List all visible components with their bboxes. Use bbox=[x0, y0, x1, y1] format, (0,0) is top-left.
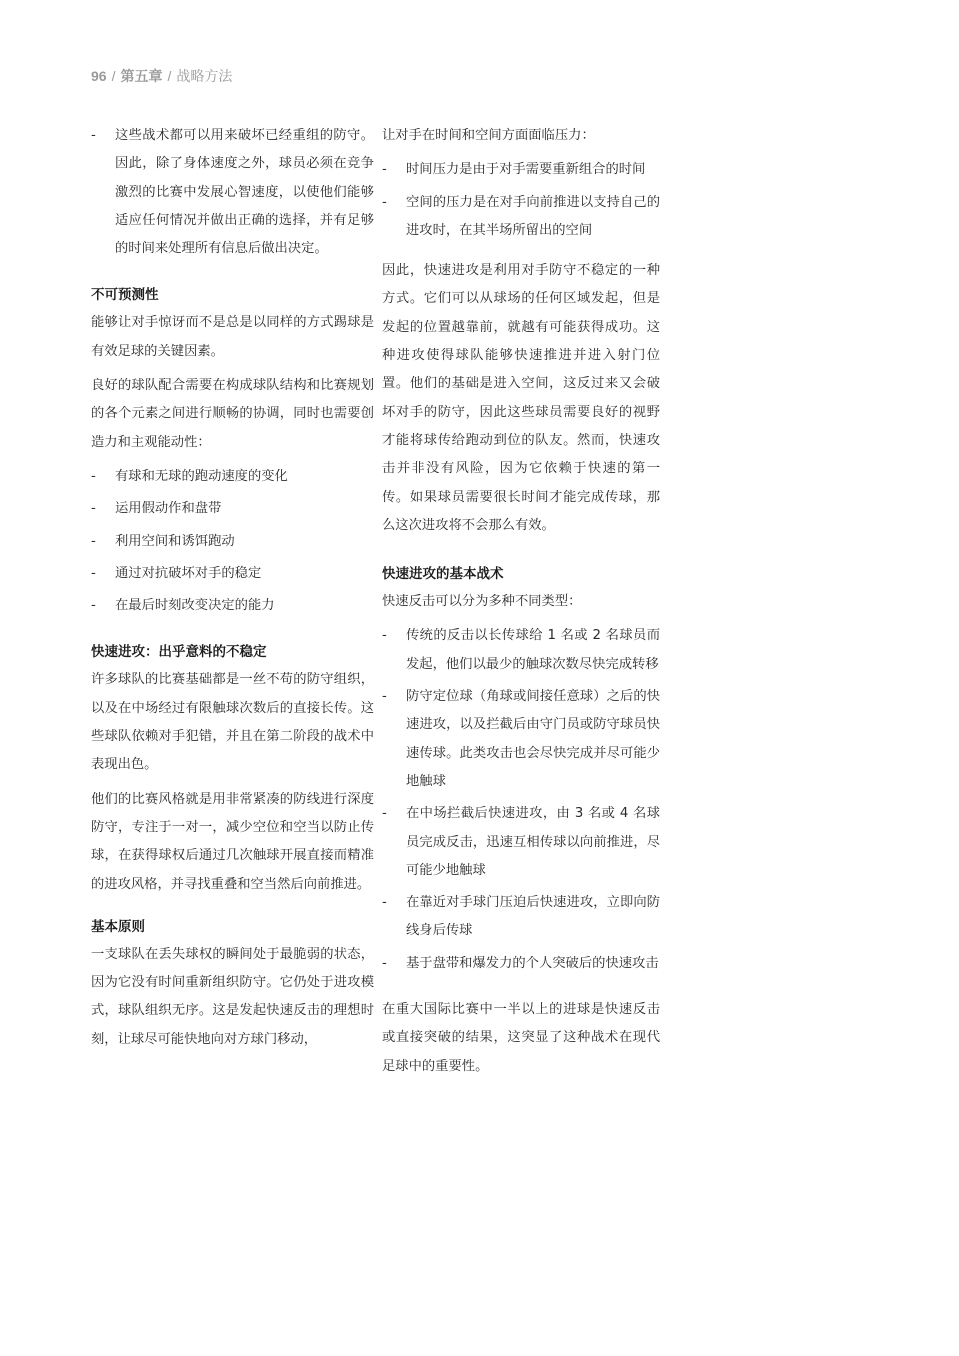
pressure-list bbox=[382, 156, 660, 245]
paragraph: 他们的比赛风格就是用非常紧凑的防线进行深度防守，专注于一对一，减少空位和空当以防止传球，在获得球权后通过几次触球开展直接而精准的进攻风格，并寻找重叠和空当然后向前推进。 bbox=[91, 791, 374, 892]
paragraph: 在重大国际比赛中一半以上的进球是快速反击或直接突破的结果，这突显了这种战术在现代足球中的重要性。 bbox=[382, 1002, 660, 1074]
heading-fast-attack: 快速进攻：出乎意料的不稳定 bbox=[91, 644, 267, 661]
list-item: - 传统的反击以长传球给 1 名或 2 名球员而发起，他们以最少的触球次数尽快完成转移 bbox=[382, 622, 660, 679]
section-label: 战略方法 bbox=[176, 68, 233, 84]
header-separator: / bbox=[167, 68, 172, 84]
header-separator: / bbox=[111, 68, 116, 84]
list-item: - 时间压力是由于对手需要重新组合的时间 bbox=[382, 156, 660, 184]
paragraph: 一支球队在丢失球权的瞬间处于最脆弱的状态，因为它没有时间重新组织防守。它仍处于进攻模式，球队组织无序。这是发起快速反击的理想时刻，让球尽可能快地向对方球门移动， bbox=[91, 946, 374, 1047]
running-header bbox=[91, 66, 232, 86]
list-item: - 通过对抗破坏对手的稳定 bbox=[91, 560, 374, 588]
list-item: - 空间的压力是在对手向前推进以支持自己的进攻时，在其半场所留出的空间 bbox=[382, 189, 660, 246]
heading-unpredictability: 不可预测性 bbox=[91, 287, 159, 304]
heading-basic-principles: 基本原则 bbox=[91, 918, 145, 935]
left-column bbox=[91, 122, 374, 1060]
list-item: - 利用空间和诱饵跑动 bbox=[91, 528, 374, 556]
paragraph: 快速反击可以分为多种不同类型： bbox=[382, 594, 582, 610]
chapter-label: 第五章 bbox=[120, 68, 163, 84]
paragraph: 良好的球队配合需要在构成球队结构和比赛规划的各个元素之间进行顺畅的协调，同时也需要创造力和主观能动性： bbox=[91, 378, 374, 450]
page-number: 96 bbox=[91, 68, 107, 84]
list-item: - 运用假动作和盘带 bbox=[91, 495, 374, 523]
paragraph: 因此，快速进攻是利用对手防守不稳定的一种方式。它们可以从球场的任何区域发起，但是发起的位置越靠前，就越有可能获得成功。这种进攻使得球队能够快速推进并进入射门位置。他们的基础是进入空间，这反过来又会破坏对手的防守，因此这些球员需要良好的视野才能将球传给跑动到位的队友。然而，快速攻击并非没有风险，因为它依赖于快速的第一传。如果球员需要很长时间才能完成传球，那么这次进攻将不会那么有效。 bbox=[382, 263, 660, 533]
right-column bbox=[382, 122, 660, 1087]
heading-fast-attack-tactics: 快速进攻的基本战术 bbox=[382, 566, 504, 583]
list-item: - 基于盘带和爆发力的个人突破后的快速攻击 bbox=[382, 950, 660, 978]
paragraph: 能够让对手惊讶而不是总是以同样的方式踢球是有效足球的关键因素。 bbox=[91, 315, 374, 359]
paragraph: 许多球队的比赛基础都是一丝不苟的防守组织，以及在中场经过有限触球次数后的直接长传。这些球队依赖对手犯错，并且在第二阶段的战术中表现出色。 bbox=[91, 672, 374, 773]
list-item: - 有球和无球的跑动速度的变化 bbox=[91, 463, 374, 491]
list-item: - 在中场拦截后快速进攻，由 3 名或 4 名球员完成反击，迅速互相传球以向前推进，尽可能少地触球 bbox=[382, 800, 660, 885]
unpredictability-list bbox=[91, 463, 374, 620]
list-item: - 防守定位球（角球或间接任意球）之后的快速进攻，以及拦截后由守门员或防守球员快速传球。此类攻击也会尽快完成并尽可能少地触球 bbox=[382, 683, 660, 796]
paragraph: 让对手在时间和空间方面面临压力： bbox=[382, 128, 595, 143]
list-item: - 在最后时刻改变决定的能力 bbox=[91, 592, 374, 620]
tactics-list bbox=[382, 622, 660, 978]
list-item: - 在靠近对手球门压迫后快速进攻，立即向防线身后传球 bbox=[382, 889, 660, 946]
intro-list bbox=[91, 122, 374, 263]
list-item: - 这些战术都可以用来破坏已经重组的防守。因此，除了身体速度之外，球员必须在竞争激烈的比赛中发展心智速度，以使他们能够适应任何情况并做出正确的选择，并有足够的时间来处理所有信息后做出决定。 bbox=[91, 122, 374, 263]
